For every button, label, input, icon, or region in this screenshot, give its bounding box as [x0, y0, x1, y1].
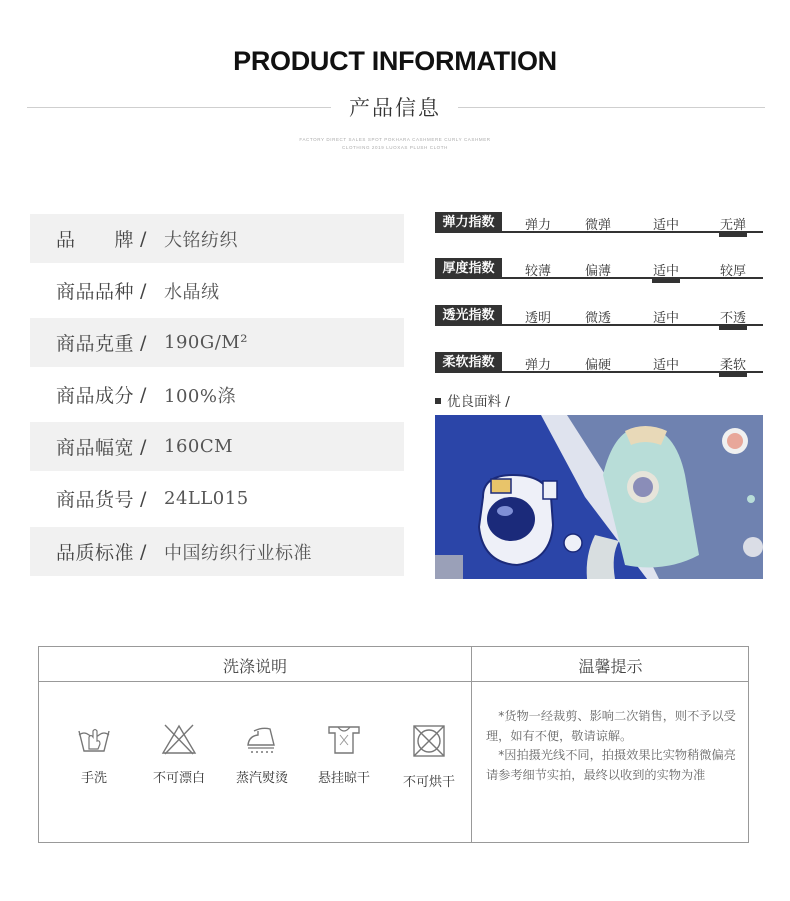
tips-heading: 温馨提示 — [578, 657, 643, 676]
index-option: 弹力 — [524, 218, 551, 233]
index-option-selected: 无弹 — [708, 214, 758, 233]
tip-paragraph: *货物一经裁剪、影响二次销售，则不予以受理，如有不便，敬请谅解。 — [486, 709, 736, 743]
index-option: 适中 — [652, 218, 679, 233]
tip-paragraph: *因拍摄光线不同，拍摄效果比实物稍微偏亮请参考细节实拍，最终以收到的实物为准 — [486, 748, 736, 782]
no-bleach-icon — [161, 723, 197, 755]
index-option: 适中 — [652, 311, 679, 326]
index-tag: 弹力指数 — [435, 212, 502, 233]
wash-item-hang-dry — [309, 723, 379, 786]
spec-value: 水晶绒 — [164, 281, 220, 303]
fabric-bottom-left-patch — [435, 555, 463, 579]
spec-label: 商品成分 — [56, 385, 135, 407]
tagline-line-2: CLOTHING 2019 LUOXAS PLUSH CLOTH — [342, 145, 448, 150]
care-header-divider — [39, 681, 749, 682]
hang-dry-icon — [326, 723, 362, 755]
index-option-selected: 适中 — [641, 260, 691, 279]
spec-row-item-no — [30, 474, 404, 523]
wash-label: 蒸汽熨烫 — [235, 771, 288, 786]
wash-instructions-heading: 洗涤说明 — [222, 657, 287, 676]
fabric-photo — [435, 415, 763, 579]
spec-row-width — [30, 422, 404, 471]
index-option: 适中 — [652, 358, 679, 373]
spec-row-standard — [30, 527, 404, 576]
care-panel — [38, 646, 749, 843]
spec-label: 品 牌 — [56, 229, 135, 251]
index-option: 微弹 — [584, 218, 611, 233]
index-option: 透明 — [524, 311, 551, 326]
spec-slash: / — [140, 487, 147, 510]
spec-slash: / — [140, 435, 147, 458]
page-title-cn: 产品信息 — [349, 96, 441, 120]
hand-wash-icon — [76, 723, 112, 755]
square-bullet-icon — [435, 398, 441, 404]
wash-item-no-tumble-dry — [394, 723, 464, 790]
index-tag: 柔软指数 — [435, 352, 502, 373]
tagline-line-1: FACTORY DIRECT SALES SPOT POKHARA CASHMERE CURLY CASHMER — [299, 137, 491, 142]
no-tumble-dry-icon — [411, 723, 447, 759]
spec-slash: / — [140, 331, 147, 354]
spec-value: 24LL015 — [164, 488, 249, 509]
spec-label: 商品品种 — [56, 281, 135, 303]
spec-row-composition — [30, 370, 404, 419]
spec-slash: / — [140, 279, 147, 302]
index-option: 较厚 — [719, 264, 746, 279]
spec-label: 商品货号 — [56, 489, 135, 511]
spec-slash: / — [140, 540, 147, 563]
spec-label: 商品幅宽 — [56, 437, 135, 459]
index-option: 微透 — [584, 311, 611, 326]
index-tag: 透光指数 — [435, 305, 502, 326]
spec-value: 100%涤 — [164, 385, 236, 407]
wash-label: 手洗 — [80, 771, 107, 786]
spec-value: 大铭纺织 — [164, 229, 238, 251]
index-row-thickness — [435, 258, 763, 282]
spec-value: 中国纺织行业标准 — [164, 542, 312, 564]
wash-label: 悬挂晾干 — [317, 771, 370, 786]
spec-label: 品质标准 — [56, 542, 135, 564]
page-title-en: PRODUCT INFORMATION — [233, 46, 557, 76]
wash-label: 不可漂白 — [152, 771, 205, 786]
index-row-transparency — [435, 305, 763, 329]
spec-slash: / — [140, 227, 147, 250]
spec-row-weight — [30, 318, 404, 367]
fabric-section-title — [435, 390, 510, 410]
spec-value: 160CM — [164, 436, 234, 457]
index-option: 偏薄 — [584, 264, 611, 279]
index-row-elasticity — [435, 212, 763, 236]
fabric-title-text: 优良面料 / — [447, 394, 510, 410]
index-option: 较薄 — [524, 264, 551, 279]
spec-label: 商品克重 — [56, 333, 135, 355]
index-option: 偏硬 — [584, 358, 611, 373]
index-option-selected: 不透 — [708, 307, 758, 326]
wash-item-hand-wash — [59, 723, 129, 786]
index-row-softness — [435, 352, 763, 376]
wash-item-steam-iron — [227, 723, 297, 786]
spec-row-brand — [30, 214, 404, 263]
index-option-selected: 柔软 — [708, 354, 758, 373]
spec-row-variety — [30, 266, 404, 315]
spec-value: 190G/M² — [164, 332, 248, 353]
index-tag: 厚度指数 — [435, 258, 502, 279]
wash-label: 不可烘干 — [402, 775, 455, 790]
tips-text — [486, 707, 741, 785]
wash-item-no-bleach — [144, 723, 214, 786]
index-option: 弹力 — [524, 358, 551, 373]
spec-slash: / — [140, 383, 147, 406]
steam-iron-icon — [244, 723, 280, 755]
